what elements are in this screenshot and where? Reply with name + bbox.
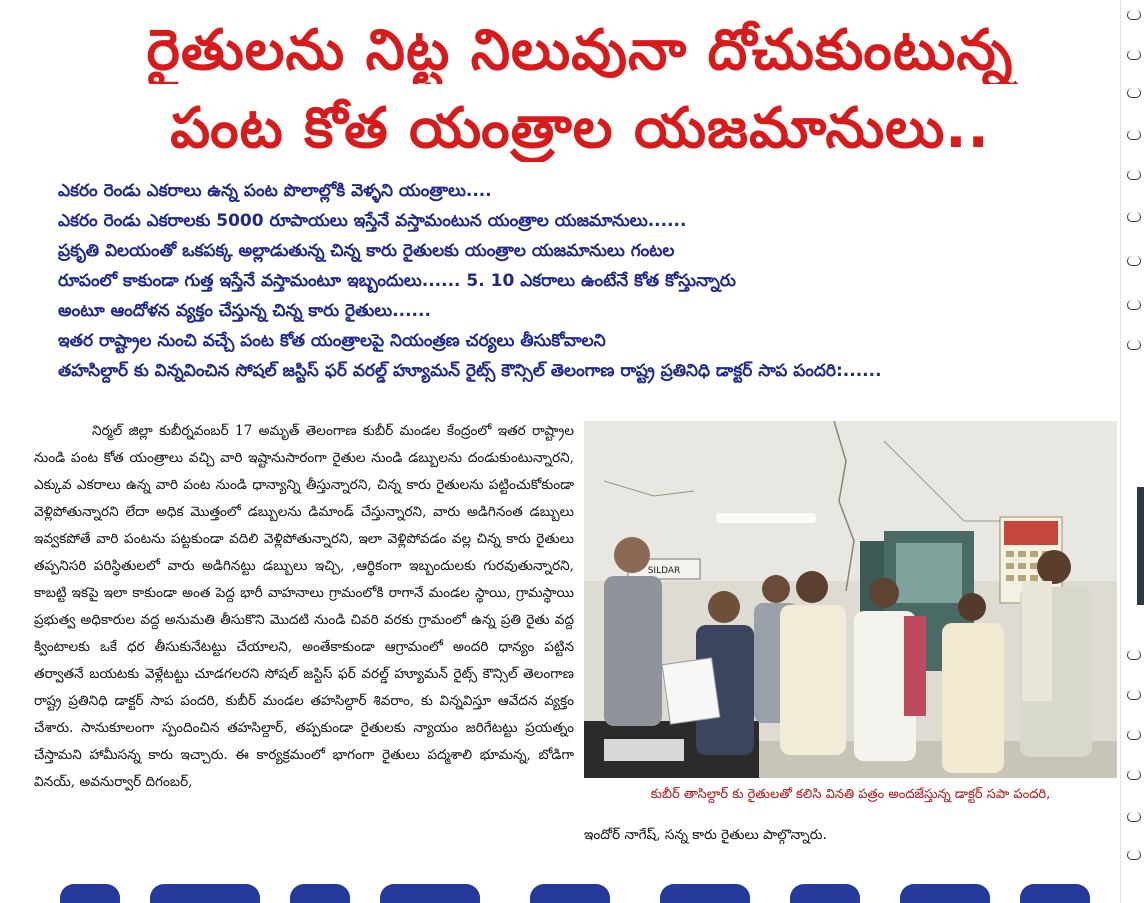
- adjacent-photo-strip: [1137, 487, 1144, 605]
- next-headline-fragment: [60, 878, 1100, 903]
- headline-line-1: రైతులను నిట్ట నిలువునా దోచుకుంటున్న: [146, 18, 1014, 83]
- article-continuation-text: ఇందోర్ నాగేష్, సన్న కారు రైతులు పాల్గొన్నారు.: [584, 827, 827, 843]
- subheadline: తహసిల్దార్ కు విన్నవించిన సోషల్ జస్టిస్ ఫర్ వరల్డ్ హ్యూమన్ రైట్స్ కౌన్సిల్ తెలంగాణ రాష్ట్ర ప్రతినిధి డాక్టర్ సాప పందరి:......: [58, 361, 882, 381]
- subheadline: ఇతర రాష్ట్రాల నుంచి వచ్చే పంట కోత యంత్రాలపై నియంత్రణ చర్యలు తీసుకోవాలని: [58, 331, 606, 351]
- subheadline-block: [58, 176, 1108, 386]
- subheadline: రూపంలో కాకుండా గుత్త ఇస్తేనే వస్తామంటూ ఇబ్బందులు...... 5. 10 ఎకరాలు ఉంటేనే కోత కోస్తున్నారు: [58, 271, 736, 291]
- subheadline: ప్రకృతి విలయంతో ఒకపక్క అల్లాడుతున్న చిన్న కారు రైతులకు యంత్రాల యజమానులు గంటల: [58, 241, 675, 261]
- column-divider: [1120, 0, 1121, 903]
- subheadline: ఎకరం రెండు ఎకరాలకు 5000 రూపాయలు ఇస్తేనే వస్తామంటున యంత్రాల యజమానులు......: [58, 211, 687, 231]
- subheadline: ఎకరం రెండు ఎకరాలు ఉన్న పంట పొలాల్లోకి వెళ్ళని యంత్రాలు....: [58, 181, 492, 201]
- subheadline: అంటూ ఆందోళన వ్యక్తం చేస్తున్న చిన్న కారు రైతులు......: [58, 301, 431, 321]
- news-photo: [584, 421, 1117, 778]
- photo-illustration: [584, 421, 1117, 778]
- sign-text: SILDAR: [647, 566, 681, 576]
- headline-line-2: పంట కోత యంత్రాల యజమానులు..: [170, 96, 990, 161]
- article-continuation: [584, 822, 1117, 849]
- article-body: నిర్మల్ జిల్లా కుబీర్నవంబర్ 17 అమృత్ తెలంగాణ కుబీర్ మండల కేంద్రంలో ఇతర రాష్ట్రాల నుండి పంట కోత యంత్రాలు వచ్చి వారి ఇష్టానుసారంగా రైతుల నుండి డబ్బులను దండుకుంటున్నారని, ఎక్కువ ఎకరాలు ఉన్న వారి పంట నుండి ధాన్యాన్ని తీస్తున్నారని, చిన్న కారు రైతులను పట్టించుకోకుండా వెళ్లిపోతున్నారని లేదా అధిక మొత్తంలో డబ్బులను డిమాండ్ చేస్తున్నారని, వారు అడిగినంత డబ్బులు ఇవ్వకపోతే వారి పంటను పట్టకుండా వదిలి వెళ్లిపోతున్నారని, ఇలా వెళ్లిపోవడం వల్ల చిన్న కారు రైతులు తప్పనిసరి పరిస్థితులలో వారు అడిగినట్టు డబ్బులు ఇచ్చి, ,ఆర్థికంగా ఇబ్బందులకు గురవుతున్నారని, కాబట్టి ఇకపై ఇలా కాకుండా అంత పెద్ద భారీ వాహనాలు గ్రామంలోకి రాగానే మండల స్థాయి, గ్రామస్థాయి ప్రభుత్వ అధికారుల వద్ద అనుమతి తీసుకొని మొదటి నుండి చివరి వరకు గ్రామంలో ఉన్న ప్రతి రైతు వద్ద క్వింటాలకు ఒకే ధర తీసుకునేటట్టు చేయాలని, అంతేకాకుండా ఆగ్రామంలో అందరి ధాన్యం పట్టిన తర్వాతనే బయటకు వెళ్లేటట్టు చూడగలరని సోషల్ జస్టిస్ ఫర్ వరల్డ్ హ్యూమన్ రైట్స్ కౌన్సిల్ తెలంగాణ రాష్ట్ర ప్రతినిధి డాక్టర్ సాప పందరి, కుబీర్ మండల తహసిల్దార్ శివరాం, కు విన్నవిస్తూ ఆవేదన వ్యక్తం చేశారు. సానుకూలంగా స్పందించిన తహసిల్దార్, తప్పకుండా రైతులకు న్యాయం జరిగేటట్టు ప్రయత్నం చేస్తామని హామీసన్న కారు ఇచ్చారు. ఈ కార్యక్రమంలో భాగంగా రైతులు పద్మశాలి భూమన్న, బోడిగా వినయ్, అవనుర్వార్ దిగంబర్,: [34, 423, 574, 790]
- adjacent-column-fragment: [1124, 0, 1144, 903]
- photo-caption: కుబీర్ తాసిల్దార్ కు రైతులతో కలిసి వినతి పత్రం అందజేస్తున్న డాక్టర్ సపా పందరి,: [650, 787, 1051, 802]
